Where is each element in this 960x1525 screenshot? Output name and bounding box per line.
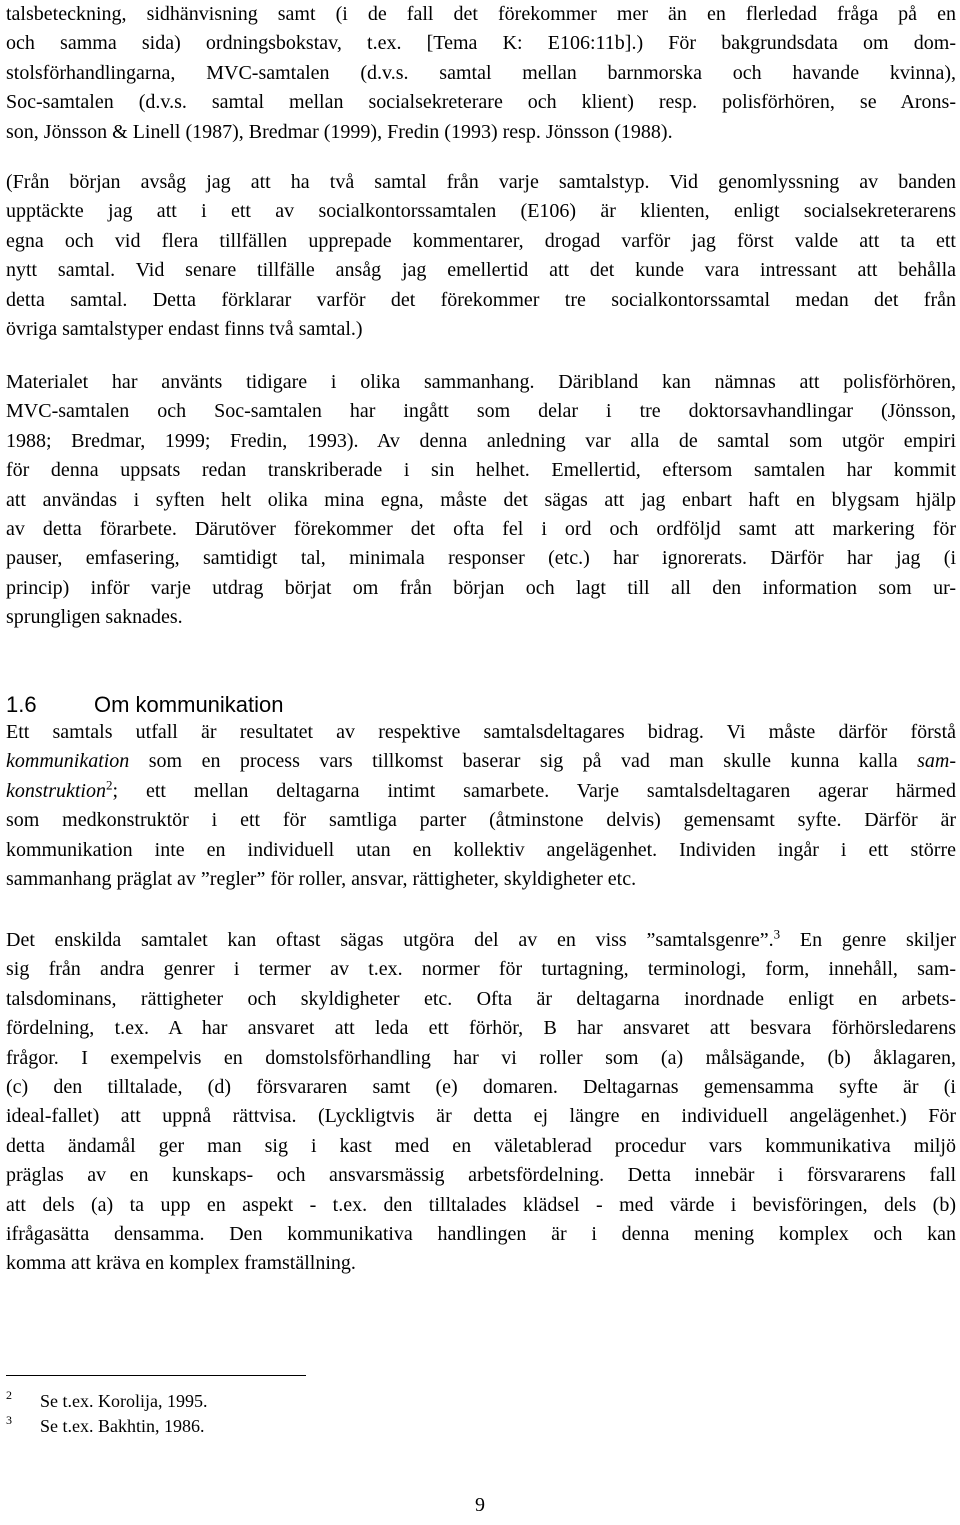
text-span: som en process vars tillkomst baserar sig på vad man skulle kunna kalla [129, 750, 918, 773]
text-line: att dels (a) ta upp en aspekt - t.ex. den tilltalades klädsel - med värde i bevisföringen, dels (b) [6, 1193, 956, 1216]
text-line: sig från andra genrer i termer av t.ex. normer för turtagning, terminologi, form, innehåll, sam- [6, 958, 956, 981]
section-number: 1.6 [6, 692, 37, 717]
text-line [6, 747, 956, 776]
text-line: upptäckte jag att i ett av socialkontorssamtalen (E106) är klienten, enligt socialsekreterarens [6, 200, 956, 223]
text-line: Materialet har använts tidigare i olika sammanhang. Däribland kan nämnas att polisförhören, [6, 371, 956, 393]
text-span: Det enskilda samtalet kan oftast sägas utgöra del av en viss ”samtalsgenre”. [6, 929, 774, 951]
text-line: som medkonstruktör i ett för samtliga parter (åtminstone delvis) gemensamt syfte. Därför är [6, 809, 956, 832]
paragraph-4 [6, 718, 956, 894]
text-line: Ett samtals utfall är resultatet av respektive samtalsdeltagares bidrag. Vi måste därför förstå [6, 721, 956, 743]
text-line: präglas av en kunskaps- och ansvarsmässig arbetsfördelning. Detta innebär i försvararens fall [6, 1164, 956, 1187]
footnote-number: 2 [6, 1388, 12, 1402]
text-line: talsdominans, rättigheter och skyldigheter etc. Ofta är deltagarna inordnade enligt en arbets- [6, 987, 956, 1010]
text-line: ifrågasätta densamma. Den kommunikativa handlingen är i denna mening komplex och kan [6, 1223, 956, 1246]
footnote-text: Se t.ex. Korolija, 1995. [40, 1391, 208, 1411]
footnote-ref: 2 [106, 777, 113, 793]
paragraph-5 [6, 926, 956, 1279]
text-line: pauser, emfasering, samtidigt tal, minimala responser (etc.) har ignorerats. Därför har jag (i [6, 547, 956, 570]
text-line: att användas i syften helt olika mina egna, måste det sägas att jag enbart haft en blygsam hjälp [6, 488, 956, 511]
text-line: (c) den tilltalade, (d) försvararen samt (e) domaren. Deltagarnas gemensamma syfte är (i [6, 1076, 956, 1099]
italic-term: konstruktion [6, 779, 106, 802]
footnote-text: Se t.ex. Bakhtin, 1986. [40, 1416, 205, 1436]
text-line: detta samtal. Detta förklarar varför det förekommer tre socialkontorssamtal medan det från [6, 288, 956, 311]
text-line: och samma sida) ordningsbokstav, t.ex. [Tema K: E106:11b].) För bakgrundsdata om dom- [6, 32, 956, 55]
section-heading [6, 690, 284, 720]
page-number: 9 [475, 1494, 485, 1516]
text-line: 1988; Bredmar, 1999; Fredin, 1993). Av denna anledning var alla de samtal som utgör empiri [6, 429, 956, 452]
footnote-ref: 3 [773, 926, 781, 942]
text-line: ideal-fallet) att uppnå rättvisa. (Lyckligtvis är detta ej längre en individuell angelägenhet.) För [6, 1105, 956, 1128]
footnote-divider [6, 1375, 306, 1376]
section-title: Om kommunikation [94, 692, 284, 717]
text-line: kommunikation inte en individuell utan en kollektiv angelägenhet. Individen ingår i ett större [6, 838, 956, 861]
italic-term: sam- [917, 750, 956, 773]
italic-term: kommunikation [6, 750, 130, 773]
footnote-number: 3 [6, 1413, 12, 1427]
text-span: ; ett mellan deltagarna intimt samarbete. Varje samtalsdeltagaren agerar härmed [112, 779, 956, 802]
text-line: övriga samtalstyper endast finns två samtal.) [6, 318, 363, 341]
text-line: talsbeteckning, sidhänvisning samt (i de fall det förekommer mer än en flerledad fråga på en [6, 3, 956, 25]
text-line: komma att kräva en komplex framställning. [6, 1252, 356, 1275]
text-line: för denna uppsats redan transkriberade i sin helhet. Emellertid, eftersom samtalen har kommit [6, 459, 956, 482]
paragraph-2 [6, 168, 956, 344]
text-line [6, 777, 956, 806]
text-line: MVC-samtalen och Soc-samtalen har ingått som delar i tre doktorsavhandlingar (Jönsson, [6, 400, 956, 423]
text-line: detta ändamål ger man sig i kast med en väletablerad procedur vars kommunikativa miljö [6, 1134, 956, 1157]
text-line: av detta förarbete. Därutöver förekommer det ofta fel i ord och ordföljd samt att markering för [6, 518, 956, 541]
text-line: princip) inför varje utdrag börjat om från början och lagt till all den information som ur- [6, 576, 956, 599]
paragraph-3 [6, 368, 956, 633]
text-line: frågor. I exempelvis en domstolsförhandling har vi roller som (a) målsägande, (b) åklagaren, [6, 1046, 956, 1069]
text-line [6, 926, 956, 955]
text-line: egna och vid flera tillfällen upprepade kommentarer, drogad varför jag först valde att ta ett [6, 229, 956, 252]
text-line: nytt samtal. Vid senare tillfälle ansåg jag emellertid att det kunde vara intressant att behålla [6, 259, 956, 282]
text-line: sprungligen saknades. [6, 606, 183, 629]
text-line: (Från början avsåg jag att ha två samtal från varje samtalstyp. Vid genomlyssning av banden [6, 171, 956, 193]
text-line: Soc-samtalen (d.v.s. samtal mellan socialsekreterare och klient) resp. polisförhören, se Arons- [6, 91, 956, 114]
text-line: stolsförhandlingarna, MVC-samtalen (d.v.s. samtal mellan barnmorska och havande kvinna), [6, 61, 956, 84]
text-line: fördelning, t.ex. A har ansvaret att leda ett förhör, B har ansvaret att besvara förhörsledarens [6, 1017, 956, 1040]
text-line: sammanhang präglat av ”regler” för roller, ansvar, rättigheter, skyldigheter etc. [6, 868, 637, 891]
text-line: son, Jönsson & Linell (1987), Bredmar (1999), Fredin (1993) resp. Jönsson (1988). [6, 120, 673, 143]
paragraph-1 [6, 0, 956, 147]
text-span: En genre skiljer [780, 929, 956, 951]
